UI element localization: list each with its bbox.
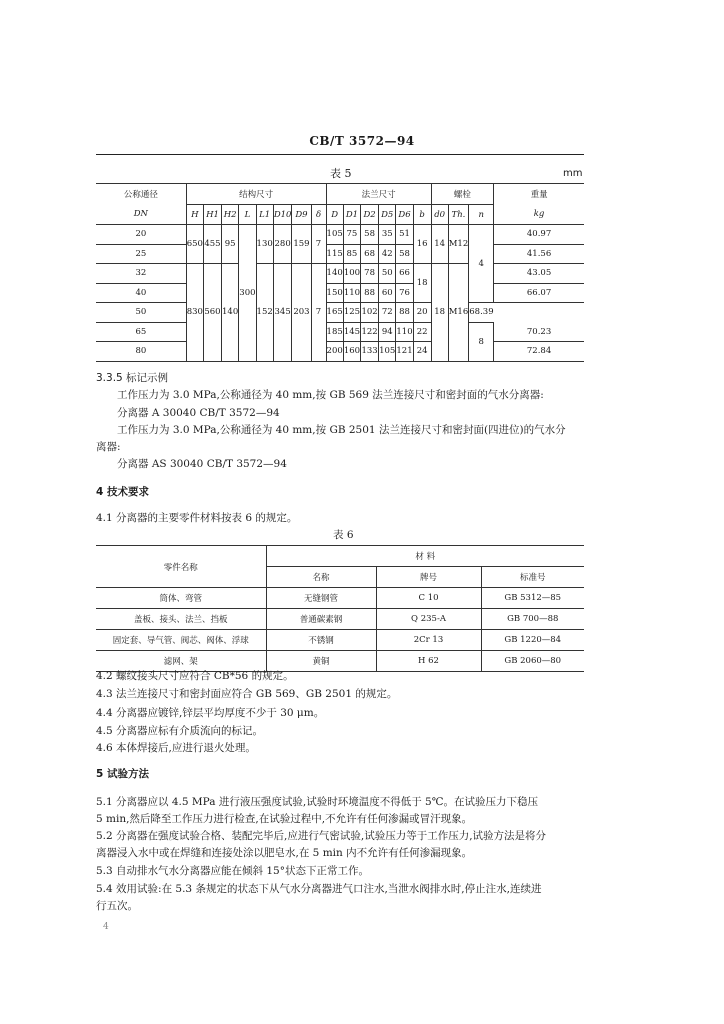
clause-4-2: 4.2 螺纹接头尺寸应符合 CB*56 的规定。 <box>96 670 294 682</box>
example-paragraph-1: 工作压力为 3.0 MPa,公称通径为 40 mm,按 GB 569 法兰连接尺寸和密封面的气水分离器: <box>117 389 544 401</box>
clause-5-4-cont: 行五次。 <box>96 900 138 912</box>
part-cell: 筒体、弯管 <box>96 588 266 609</box>
weight-cell: 43.05 <box>494 264 584 284</box>
b-cell: 22 <box>413 322 431 342</box>
b-cell: 16 <box>413 225 431 264</box>
clause-4-1: 4.1 分离器的主要零件材料按表 6 的规定。 <box>96 512 298 524</box>
D2-cell: 102 <box>361 303 379 323</box>
structure-header: 结构尺寸 <box>186 184 326 205</box>
table6-caption: 表 6 <box>333 529 354 541</box>
marking-example-1: 分离器 A 30040 CB/T 3572—94 <box>117 407 280 419</box>
standard-cell: GB 5312—85 <box>481 588 584 609</box>
d0-cell: 18 <box>431 264 448 362</box>
flange-header: 法兰尺寸 <box>326 184 431 205</box>
H1-cell: 455 <box>203 225 221 264</box>
weight-header: 重量 <box>494 184 584 205</box>
D5-cell: 94 <box>379 322 396 342</box>
th-cell: M12 <box>448 225 469 264</box>
part-cell: 固定套、导气管、阀芯、阀体、浮球 <box>96 630 266 651</box>
D1-cell: 125 <box>343 303 360 323</box>
section-4-heading: 4 技术要求 <box>96 486 149 498</box>
col-H: H <box>186 205 203 225</box>
L1-cell: 152 <box>256 264 273 362</box>
b-cell: 20 <box>413 303 431 323</box>
delta-cell: 7 <box>311 264 326 362</box>
n-cell: 4 <box>469 225 494 303</box>
weight-cell: 41.56 <box>494 244 584 264</box>
table5 <box>96 183 584 362</box>
col-th: Th. <box>448 205 469 225</box>
weight-cell: 72.84 <box>494 342 584 362</box>
th-cell: M16 <box>448 264 469 362</box>
table6 <box>96 545 584 672</box>
part-cell: 滤网、架 <box>96 651 266 672</box>
col-H1: H1 <box>203 205 221 225</box>
weight-cell: 66.07 <box>494 283 584 303</box>
D-cell: 150 <box>326 283 343 303</box>
D-cell: 105 <box>326 225 343 245</box>
dn-cell: 32 <box>96 264 186 284</box>
section-3-3-5-heading: 3.3.5 标记示例 <box>96 372 169 384</box>
D6-cell: 110 <box>396 322 413 342</box>
col-n: n <box>469 205 494 225</box>
D6-cell: 88 <box>396 303 413 323</box>
material-cell: 普通碳素钢 <box>266 609 376 630</box>
clause-5-4: 5.4 效用试验:在 5.3 条规定的状态下从气水分离器进气口注水,当泄水阀排水时,停止注水,连续进 <box>96 883 542 895</box>
D-cell: 165 <box>326 303 343 323</box>
standard-cell: GB 1220—84 <box>481 630 584 651</box>
H-cell: 830 <box>186 264 203 362</box>
grade-cell: Q 235-A <box>376 609 481 630</box>
D1-cell: 160 <box>343 342 360 362</box>
dn-cell: 80 <box>96 342 186 362</box>
weight-cell: 68.39 <box>469 303 494 323</box>
col-D6: D6 <box>396 205 413 225</box>
col-D: D <box>326 205 343 225</box>
marking-example-2: 分离器 AS 30040 CB/T 3572—94 <box>117 458 287 470</box>
part-name-header: 零件名称 <box>96 546 266 588</box>
table5-caption: 表 5 <box>330 167 352 180</box>
D-cell: 140 <box>326 264 343 284</box>
H2-cell: 140 <box>222 264 239 362</box>
clause-4-4: 4.4 分离器应镀锌,锌层平均厚度不少于 30 μm。 <box>96 707 325 719</box>
clause-4-5: 4.5 分离器应标有介质流向的标记。 <box>96 725 264 737</box>
col-L1: L1 <box>256 205 273 225</box>
dn-cell: 40 <box>96 283 186 303</box>
D5-cell: 72 <box>379 303 396 323</box>
clause-4-3: 4.3 法兰连接尺寸和密封面应符合 GB 569、GB 2501 的规定。 <box>96 688 398 700</box>
dn-header: 公称通径 <box>96 184 186 205</box>
material-cell: 不锈钢 <box>266 630 376 651</box>
weight-cell: 40.97 <box>494 225 584 245</box>
part-cell: 盖板、接头、法兰、挡板 <box>96 609 266 630</box>
D2-cell: 88 <box>361 283 379 303</box>
clause-5-1: 5.1 分离器应以 4.5 MPa 进行液压强度试验,试验时环境温度不得低于 5℃。在试验压力下稳压 <box>96 796 538 808</box>
example-paragraph-2-cont: 离器: <box>96 441 121 453</box>
example-paragraph-2: 工作压力为 3.0 MPa,公称通径为 40 mm,按 GB 2501 法兰连接尺寸和密封面(四进位)的气水分 <box>117 424 566 436</box>
page-mark: 4 <box>103 922 109 932</box>
D5-cell: 60 <box>379 283 396 303</box>
dn-cell: 65 <box>96 322 186 342</box>
clause-5-1-cont: 5 min,然后降至工作压力进行检查,在试验过程中,不允许有任何渗漏或冒汗现象。 <box>96 813 473 825</box>
clause-5-2: 5.2 分离器在强度试验合格、装配完毕后,应进行气密试验,试验压力等于工作压力,试验方法是将分 <box>96 830 547 842</box>
D9-cell: 203 <box>292 264 311 362</box>
material-cell: 黄铜 <box>266 651 376 672</box>
D1-cell: 75 <box>343 225 360 245</box>
D10-cell: 280 <box>273 225 292 264</box>
clause-5-3: 5.3 自动排水气水分离器应能在倾斜 15°状态下正常工作。 <box>96 865 369 877</box>
D2-cell: 133 <box>361 342 379 362</box>
col-d0: d0 <box>431 205 448 225</box>
D5-cell: 50 <box>379 264 396 284</box>
b-cell: 18 <box>413 264 431 303</box>
standard-header: 标准号 <box>481 567 584 588</box>
D-cell: 115 <box>326 244 343 264</box>
n-cell: 8 <box>469 322 494 361</box>
d0-cell: 14 <box>431 225 448 264</box>
grade-cell: H 62 <box>376 651 481 672</box>
material-header: 材 料 <box>266 546 584 567</box>
D6-cell: 58 <box>396 244 413 264</box>
clause-5-2-cont: 离器浸入水中或在焊缝和连接处涂以肥皂水,在 5 min 内不允许有任何渗漏现象。 <box>96 847 473 859</box>
H2-cell: 95 <box>222 225 239 264</box>
dn-cell: 20 <box>96 225 186 245</box>
D1-cell: 85 <box>343 244 360 264</box>
dn-label: DN <box>96 205 186 225</box>
grade-cell: 2Cr 13 <box>376 630 481 651</box>
D10-cell: 345 <box>273 264 292 362</box>
D6-cell: 76 <box>396 283 413 303</box>
D6-cell: 51 <box>396 225 413 245</box>
col-D2: D2 <box>361 205 379 225</box>
material-cell: 无缝钢管 <box>266 588 376 609</box>
grade-cell: C 10 <box>376 588 481 609</box>
D-cell: 200 <box>326 342 343 362</box>
L1-cell: 130 <box>256 225 273 264</box>
D2-cell: 78 <box>361 264 379 284</box>
header-rule <box>96 154 584 155</box>
clause-4-6: 4.6 本体焊接后,应进行退火处理。 <box>96 742 256 754</box>
dn-cell: 25 <box>96 244 186 264</box>
D6-cell: 66 <box>396 264 413 284</box>
D-cell: 185 <box>326 322 343 342</box>
col-delta: δ <box>311 205 326 225</box>
D1-cell: 145 <box>343 322 360 342</box>
weight-unit: kg <box>494 205 584 225</box>
col-b: b <box>413 205 431 225</box>
D5-cell: 35 <box>379 225 396 245</box>
table5-unit: mm <box>563 168 583 179</box>
D1-cell: 100 <box>343 264 360 284</box>
col-H2: H2 <box>222 205 239 225</box>
weight-cell: 70.23 <box>494 322 584 342</box>
D2-cell: 58 <box>361 225 379 245</box>
standard-cell: GB 700—88 <box>481 609 584 630</box>
section-5-heading: 5 试验方法 <box>96 768 149 780</box>
D5-cell: 42 <box>379 244 396 264</box>
b-cell: 24 <box>413 342 431 362</box>
page-header: CB/T 3572—94 <box>309 134 415 148</box>
grade-header: 牌号 <box>376 567 481 588</box>
D6-cell: 121 <box>396 342 413 362</box>
dn-cell: 50 <box>96 303 186 323</box>
D2-cell: 122 <box>361 322 379 342</box>
D5-cell: 105 <box>379 342 396 362</box>
material-name-header: 名称 <box>266 567 376 588</box>
standard-cell: GB 2060—80 <box>481 651 584 672</box>
bolt-header: 螺栓 <box>431 184 493 205</box>
D9-cell: 159 <box>292 225 311 264</box>
col-D5: D5 <box>379 205 396 225</box>
D2-cell: 68 <box>361 244 379 264</box>
H-cell: 650 <box>186 225 203 264</box>
col-D9: D9 <box>292 205 311 225</box>
col-L: L <box>239 205 256 225</box>
col-D1: D1 <box>343 205 360 225</box>
H1-cell: 560 <box>203 264 221 362</box>
delta-cell: 7 <box>311 225 326 264</box>
D1-cell: 110 <box>343 283 360 303</box>
L-cell: 300 <box>239 225 256 362</box>
col-D10: D10 <box>273 205 292 225</box>
